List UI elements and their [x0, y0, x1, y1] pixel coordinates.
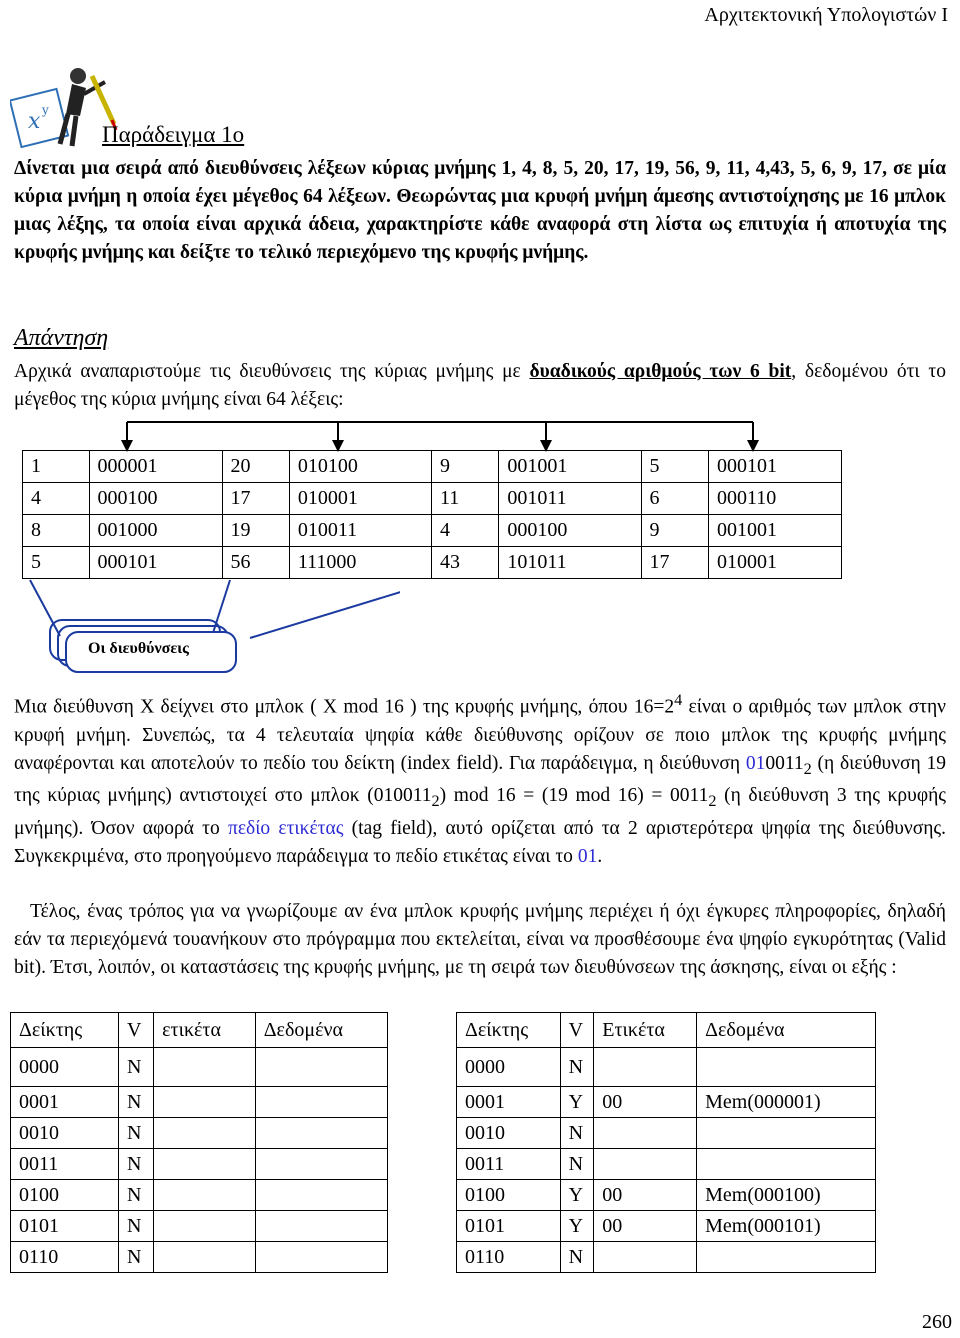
table-cell: [594, 1048, 697, 1087]
table-cell: 010011: [289, 515, 431, 547]
column-header: ετικέτα: [154, 1013, 256, 1048]
intro-underlined: δυαδικούς αριθμούς των 6 bit: [529, 361, 792, 382]
table-cell: [154, 1087, 256, 1118]
table-cell: 4: [432, 515, 499, 547]
table-cell: [255, 1118, 387, 1149]
column-header: Δεδομένα: [697, 1013, 876, 1048]
table-cell: 000100: [89, 483, 222, 515]
table-row: [11, 1242, 388, 1273]
column-header: Δεδομένα: [255, 1013, 387, 1048]
column-header: Δείκτης: [11, 1013, 119, 1048]
table-cell: 000101: [89, 547, 222, 579]
valid-bit-paragraph: Τέλος, ένας τρόπος για να γνωρίζουμε αν ένα μπλοκ κρυφής μνήμης περιέχει ή όχι έγκυρες πληροφορίες, δηλαδή εάν τα περιεχόμενά τουανήκουν στο πρόγραμμα που εκτελείται, είναι να προσθέσουμε ένα ψηφίο εγκυρότητας (Valid bit). Έτσι, λοιπόν, οι καταστάσεις της κρυφής μνήμης, με τη σειρά των διευθύνσεων της άσκησης, είναι οι εξής :: [14, 901, 946, 978]
table-cell: 0000: [457, 1048, 561, 1087]
table-cell: N: [119, 1087, 154, 1118]
table-cell: 56: [222, 547, 289, 579]
p1-sub1: 2: [803, 759, 812, 778]
table-cell: N: [119, 1048, 154, 1087]
p1-text-f: (η διεύθυνση 3 της κρυφής μνήμης). Όσον αφορά το: [14, 785, 946, 840]
table-cell: 001011: [499, 483, 641, 515]
table-cell: [594, 1242, 697, 1273]
table-cell: N: [119, 1242, 154, 1273]
column-header: V: [119, 1013, 154, 1048]
table-cell: N: [119, 1180, 154, 1211]
p1-sup: 4: [674, 691, 683, 709]
table-cell: [154, 1118, 256, 1149]
table-cell: [594, 1149, 697, 1180]
p1-blue-01: 01: [577, 846, 598, 868]
table-cell: 010001: [289, 483, 431, 515]
table-row: [457, 1180, 876, 1211]
table-cell: 43: [432, 547, 499, 579]
table-cell: Y: [560, 1180, 594, 1211]
table-cell: 19: [222, 515, 289, 547]
table-cell: [255, 1149, 387, 1180]
table-row: [23, 483, 842, 515]
table-cell: 000110: [708, 483, 841, 515]
cache-state-table-left: [10, 1012, 388, 1273]
table-cell: 001001: [499, 451, 641, 483]
table-cell: 0011: [11, 1149, 119, 1180]
table-row: [457, 1149, 876, 1180]
table-cell: [697, 1149, 876, 1180]
page-header: Αρχιτεκτονική Υπολογιστών Ι: [704, 4, 948, 26]
table-cell: 00: [594, 1087, 697, 1118]
table-cell: 6: [641, 483, 708, 515]
table-cell: 010001: [708, 547, 841, 579]
table-cell: 0010: [457, 1118, 561, 1149]
table-row: [457, 1118, 876, 1149]
table-row: [23, 547, 842, 579]
table-cell: Mem(000001): [697, 1087, 876, 1118]
table-cell: 9: [432, 451, 499, 483]
index-explanation-paragraph: [14, 686, 946, 871]
table-cell: Mem(000100): [697, 1180, 876, 1211]
table-cell: [154, 1149, 256, 1180]
table-cell: [697, 1048, 876, 1087]
table-cell: N: [560, 1149, 594, 1180]
address-table: [22, 450, 842, 579]
table-row: [11, 1211, 388, 1242]
table-cell: [255, 1211, 387, 1242]
table-cell: 20: [222, 451, 289, 483]
table-cell: 000100: [499, 515, 641, 547]
p1-text-b: είναι ο αριθμός των μπλοκ στην κρυφή μνήμη. Συνεπώς, τα 4 τελευταία ψηφία κάθε διεύθυνσης ορίζουν σε ποιο μπλοκ της κρυφής μνήμης αναφέρονται και αποτελούν το πεδίο του δείκτη (index field). Για παράδειγμα, η διεύθυνση: [14, 696, 946, 774]
p1-text-a: Μια διεύθυνση X δείχνει στο μπλοκ ( X mod 16 ) της κρυφής μνήμης, όπου 16=2: [14, 696, 675, 718]
svg-text:x: x: [28, 109, 41, 134]
table-row: [23, 515, 842, 547]
table-cell: N: [560, 1118, 594, 1149]
callout-label: Οι διευθύνσεις: [88, 640, 189, 657]
table-cell: N: [119, 1211, 154, 1242]
cache-state-table-right: [456, 1012, 876, 1273]
callout-lines: [0, 578, 400, 678]
table-cell: [594, 1118, 697, 1149]
column-header: V: [560, 1013, 594, 1048]
p1-text-e: ) mod 16 = (19 mod 16) = 0011: [439, 785, 709, 807]
table-cell: [154, 1211, 256, 1242]
table-cell: [697, 1118, 876, 1149]
table-cell: 0011: [457, 1149, 561, 1180]
intro-text: Αρχικά αναπαριστούμε τις διευθύνσεις της κύριας μνήμης με: [14, 361, 530, 382]
table-row: [11, 1118, 388, 1149]
table-cell: Y: [560, 1087, 594, 1118]
table-cell: 000001: [89, 451, 222, 483]
table-cell: 0001: [11, 1087, 119, 1118]
answer-heading: Απάντηση: [14, 325, 109, 351]
p1-blue-tag: 01: [745, 752, 766, 774]
intro-paragraph: [14, 358, 946, 414]
table-cell: 001000: [89, 515, 222, 547]
table-header-row: [11, 1013, 388, 1048]
table-cell: [255, 1087, 387, 1118]
table-cell: [154, 1242, 256, 1273]
table-cell: [154, 1048, 256, 1087]
table-row: [11, 1048, 388, 1087]
table-cell: 17: [641, 547, 708, 579]
table-cell: 0010: [11, 1118, 119, 1149]
table-row: [457, 1087, 876, 1118]
table-row: [11, 1087, 388, 1118]
svg-text:y: y: [42, 103, 49, 117]
table-cell: 010100: [289, 451, 431, 483]
table-cell: 0110: [11, 1242, 119, 1273]
problem-statement: Δίνεται μια σειρά από διευθύνσεις λέξεων κύριας μνήμης 1, 4, 8, 5, 20, 17, 19, 56, 9, 11, 4,43, 5, 6, 9, 17, σε μία κύρια μνήμη η οποία έχει μέγεθος 64 λέξεων. Θεωρώντας μια κρυφή μνήμη άμεσης αντιστοίχησης με 16 μπλοκ μιας λέξης, τα οποία είναι αρχικά άδεια, χαρακτηρίστε κάθε αναφορά στη λίστα ως επιτυχία ή αποτυχία της κρυφής μνήμης και δείξτε το τελικό περιεχόμενο της κρυφής μνήμης.: [14, 158, 946, 263]
table-cell: N: [119, 1118, 154, 1149]
table-cell: 0001: [457, 1087, 561, 1118]
p1-text-h: .: [597, 846, 603, 868]
table-row: [457, 1211, 876, 1242]
table-cell: 0101: [457, 1211, 561, 1242]
intro-text-end: , δεδομένου ότι το μέγεθος της κύρια μνήμης είναι 64 λέξεις:: [14, 361, 946, 410]
p1-text-d: (η διεύθυνση 19 της κύριας μνήμης) αντιστοιχεί στο μπλοκ (010011: [14, 752, 946, 807]
p1-text-c: 0011: [765, 752, 804, 774]
table-cell: [154, 1180, 256, 1211]
table-cell: 8: [23, 515, 90, 547]
table-cell: 9: [641, 515, 708, 547]
p1-sub3: 2: [708, 792, 717, 811]
page-number: 260: [922, 1311, 952, 1333]
table-cell: 000101: [708, 451, 841, 483]
p1-sub2: 2: [431, 792, 440, 811]
table-cell: 17: [222, 483, 289, 515]
table-cell: 0110: [457, 1242, 561, 1273]
table-cell: N: [119, 1149, 154, 1180]
table-cell: [255, 1180, 387, 1211]
table-cell: 4: [23, 483, 90, 515]
table-row: [11, 1149, 388, 1180]
table-cell: N: [560, 1048, 594, 1087]
table-row: [23, 451, 842, 483]
table-cell: 00: [594, 1180, 697, 1211]
table-cell: [255, 1048, 387, 1087]
table-cell: 101011: [499, 547, 641, 579]
table-cell: 0101: [11, 1211, 119, 1242]
table-row: [457, 1242, 876, 1273]
table-cell: 0100: [457, 1180, 561, 1211]
table-cell: Mem(000101): [697, 1211, 876, 1242]
column-header: Ετικέτα: [594, 1013, 697, 1048]
table-cell: [697, 1242, 876, 1273]
table-cell: Y: [560, 1211, 594, 1242]
table-cell: 0000: [11, 1048, 119, 1087]
table-cell: 5: [23, 547, 90, 579]
table-cell: 001001: [708, 515, 841, 547]
p1-blue-tagfield: πεδίο ετικέτας: [227, 818, 344, 840]
table-cell: N: [560, 1242, 594, 1273]
table-cell: 111000: [289, 547, 431, 579]
column-header: Δείκτης: [457, 1013, 561, 1048]
table-cell: 00: [594, 1211, 697, 1242]
table-row: [11, 1180, 388, 1211]
table-cell: [255, 1242, 387, 1273]
column-arrows: [0, 410, 960, 454]
table-cell: 1: [23, 451, 90, 483]
table-row: [457, 1048, 876, 1087]
example-title: Παράδειγμα 1ο: [102, 122, 245, 147]
table-header-row: [457, 1013, 876, 1048]
table-cell: 5: [641, 451, 708, 483]
p1-text-g: (tag field), αυτό ορίζεται από τα 2 αριστερότερα ψηφία της διεύθυνσης. Συγκεκριμένα, στο προηγούμενο παράδειγμα το πεδίο ετικέτας είναι το: [14, 818, 946, 868]
table-cell: 11: [432, 483, 499, 515]
table-cell: 0100: [11, 1180, 119, 1211]
